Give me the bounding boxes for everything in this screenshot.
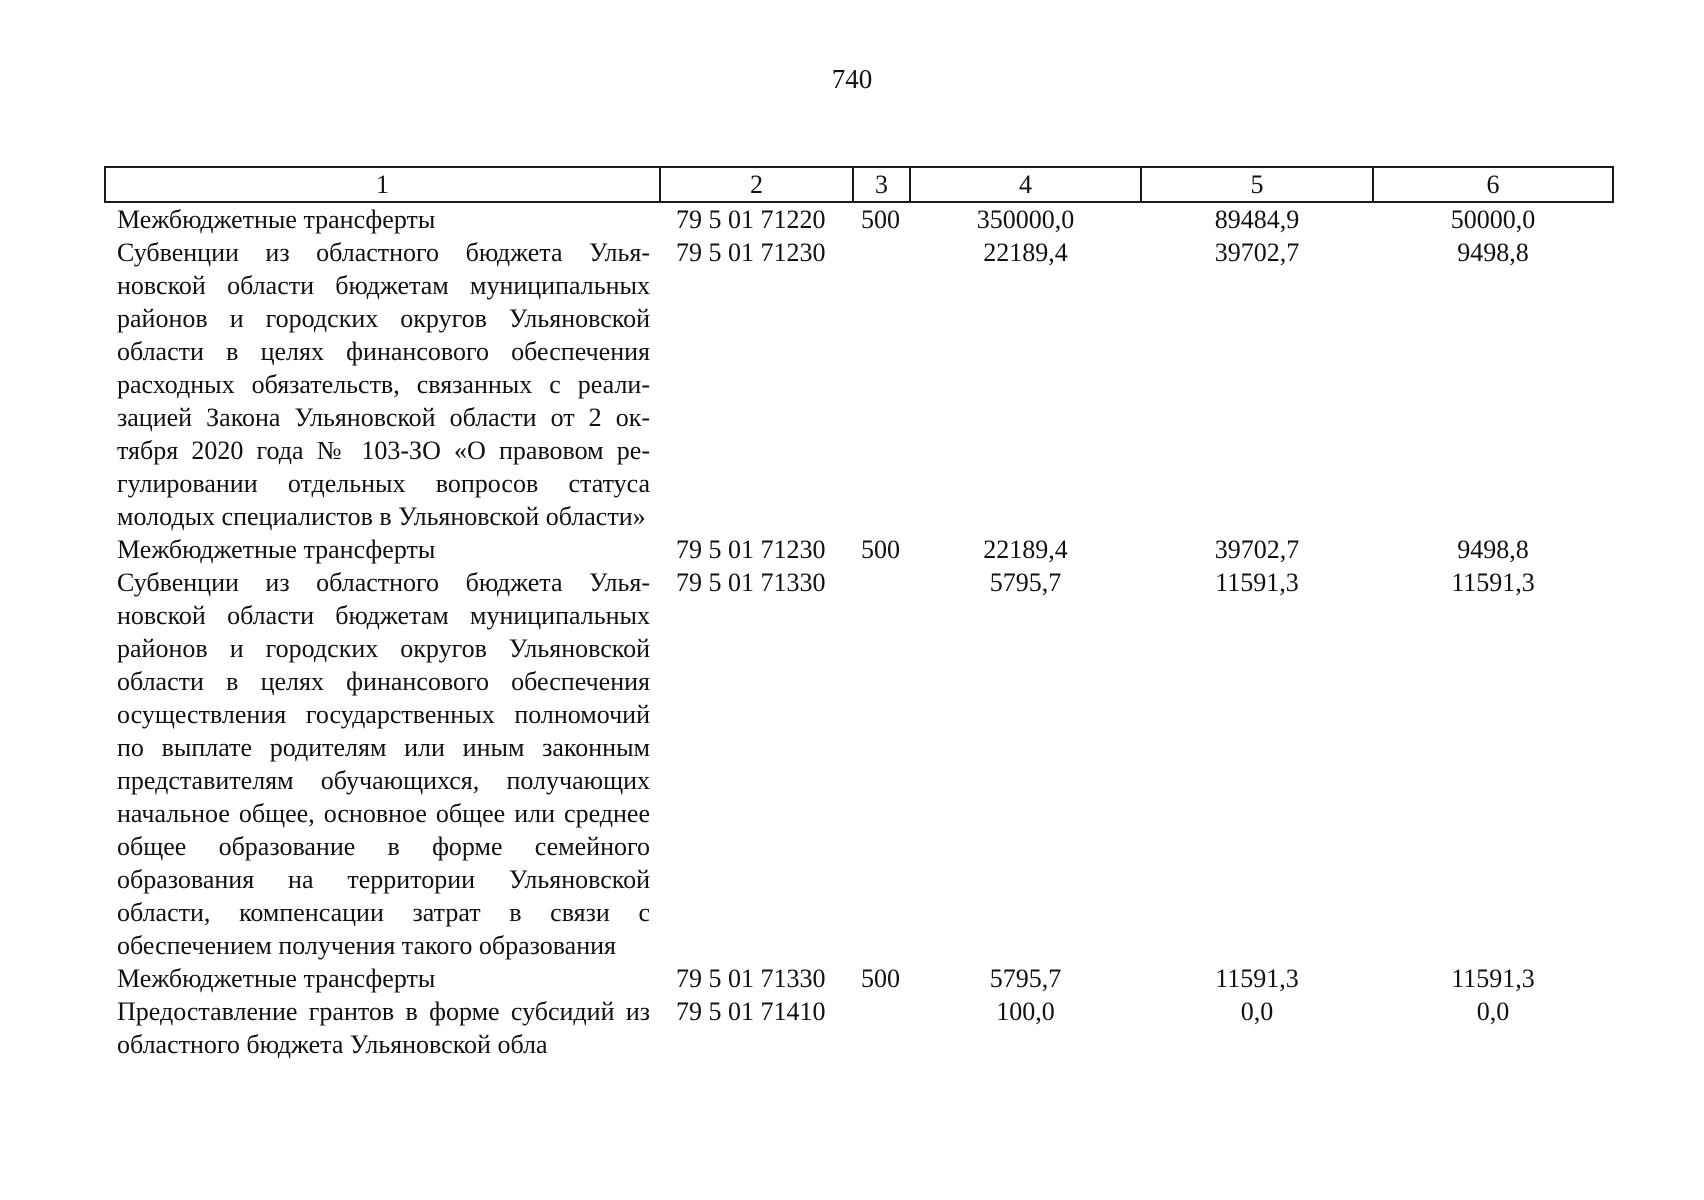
row-value-6: 9498,8 xyxy=(1457,535,1529,564)
row-type xyxy=(853,566,910,962)
table-row xyxy=(105,202,1613,236)
row-value-5: 0,0 xyxy=(1240,997,1274,1026)
table-row xyxy=(105,962,1613,995)
row-value-4: 5795,7 xyxy=(989,568,1062,597)
row-value-5: 11591,3 xyxy=(1215,568,1299,597)
table-row xyxy=(105,236,1613,533)
row-type xyxy=(853,236,910,533)
header-col-3: 3 xyxy=(853,167,910,202)
table-row xyxy=(105,995,1613,1061)
row-value-4: 100,0 xyxy=(996,997,1055,1026)
row-name: Предоставление грантов в форме субсидий из областного бюджета Ульяновской обла xyxy=(117,997,650,1059)
row-name: Субвенции из областного бюджета Ульяновской области бюджетам муниципальных районов и городских округов Ульяновской области в целях финансового обеспечения расходных обязательств, связанных с реализацией Закона Ульяновской области от 2 октября 2020 года № 103-ЗО «О правовом регулировании отдельных вопросов статуса молодых специалистов в Ульяновской области» xyxy=(117,238,650,531)
table-row xyxy=(105,533,1613,566)
row-value-6: 9498,8 xyxy=(1457,238,1529,267)
budget-table xyxy=(104,166,1614,1061)
header-col-1: 1 xyxy=(105,167,660,202)
row-type: 500 xyxy=(861,205,900,234)
row-type: 500 xyxy=(861,964,900,993)
row-value-4: 22189,4 xyxy=(983,238,1068,267)
row-code: 79 5 01 71410 xyxy=(676,997,826,1026)
header-col-4: 4 xyxy=(910,167,1141,202)
row-type: 500 xyxy=(861,535,900,564)
row-code: 79 5 01 71230 xyxy=(676,238,826,267)
row-value-5: 39702,7 xyxy=(1214,535,1300,564)
header-col-2: 2 xyxy=(660,167,853,202)
header-col-5: 5 xyxy=(1141,167,1373,202)
header-col-6: 6 xyxy=(1373,167,1613,202)
table-row xyxy=(105,566,1613,962)
header-row xyxy=(105,167,1613,202)
row-value-5: 11591,3 xyxy=(1215,964,1299,993)
row-code: 79 5 01 71230 xyxy=(676,535,826,564)
row-value-6: 11591,3 xyxy=(1451,964,1535,993)
row-name: Межбюджетные трансферты xyxy=(117,205,436,234)
row-code: 79 5 01 71220 xyxy=(676,205,826,234)
row-value-4: 5795,7 xyxy=(989,964,1062,993)
row-name: Субвенции из областного бюджета Ульяновской области бюджетам муниципальных районов и городских округов Ульяновской области в целях финансового обеспечения осуществления государственных полномочий по выплате родителям или иным законным представителям обучающихся, получающих начальное общее, основное общее или среднее общее образование в форме семейного образования на территории Ульяновской области, компенсации затрат в связи с обеспечением получения такого образования xyxy=(117,568,650,960)
row-value-6: 50000,0 xyxy=(1450,205,1536,234)
row-value-4: 350000,0 xyxy=(976,205,1075,234)
row-type xyxy=(853,995,910,1061)
row-value-5: 39702,7 xyxy=(1214,238,1300,267)
page-number: 740 xyxy=(831,64,873,94)
row-value-6: 0,0 xyxy=(1476,997,1510,1026)
row-name: Межбюджетные трансферты xyxy=(117,964,436,993)
row-value-5: 89484,9 xyxy=(1214,205,1300,234)
row-code: 79 5 01 71330 xyxy=(676,964,826,993)
row-value-4: 22189,4 xyxy=(983,535,1068,564)
row-name: Межбюджетные трансферты xyxy=(117,535,436,564)
row-code: 79 5 01 71330 xyxy=(676,568,826,597)
row-value-6: 11591,3 xyxy=(1451,568,1535,597)
